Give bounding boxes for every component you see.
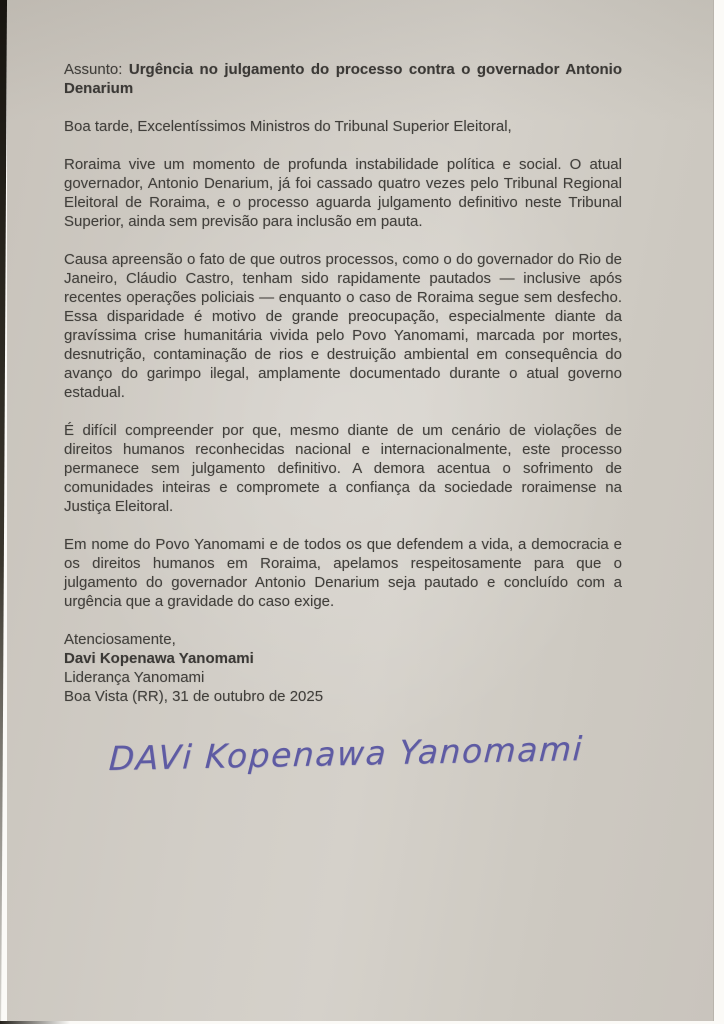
letter-body <box>64 60 622 779</box>
handwritten-signature: DAVi Kopenawa Yanomami <box>108 729 585 779</box>
letter-paragraph-2: Causa apreensão o fato de que outros processos, como o do governador do Rio de Janeiro, Cláudio Castro, tenham sido rapidamente pautados — inclusive após recentes operações policiais — enquanto o caso de Roraima segue sem desfecho. Essa disparidade é motivo de grande preocupação, especialmente diante da gravíssima crise humanitária vivida pelo Povo Yanomami, marcada por mortes, desnutrição, contaminação de rios e destruição ambiental em consequência do avanço do garimpo ilegal, amplamente documentado durante o atual governo estadual. <box>64 251 622 401</box>
greeting-line: Boa tarde, Excelentíssimos Ministros do Tribunal Superior Eleitoral, <box>64 118 512 135</box>
subject-label: Assunto: <box>64 61 123 78</box>
paper-sheet <box>7 0 714 1021</box>
signer-name: Davi Kopenawa Yanomami <box>64 650 254 667</box>
subject-text: Urgência no julgamento do processo contra o governador Antonio Denarium <box>64 61 622 97</box>
subject-line <box>64 60 622 98</box>
closing-salutation: Atenciosamente, <box>64 631 176 648</box>
letter-paragraph-3: É difícil compreender por que, mesmo diante de um cenário de violações de direitos humanos reconhecidas nacional e internacionalmente, este processo permanece sem julgamento definitivo. A demora acentua o sofrimento de comunidades inteiras e compromete a confiança da sociedade roraimense na Justiça Eleitoral. <box>64 422 622 515</box>
place-date-line: Boa Vista (RR), 31 de outubro de 2025 <box>64 688 324 705</box>
closing-block <box>64 630 622 706</box>
letter-paragraph-1: Roraima vive um momento de profunda instabilidade política e social. O atual governador, Antonio Denarium, já foi cassado quatro vezes pelo Tribunal Regional Eleitoral de Roraima, e o processo aguarda julgamento definitivo neste Tribunal Superior, ainda sem previsão para inclusão em pauta. <box>64 156 622 230</box>
letter-paragraph-4: Em nome do Povo Yanomami e de todos os que defendem a vida, a democracia e os direitos humanos em Roraima, apelamos respeitosamente para que o julgamento do governador Antonio Denarium seja pautado e concluído com a urgência que a gravidade do caso exige. <box>64 536 622 610</box>
signer-role: Liderança Yanomami <box>64 669 205 686</box>
